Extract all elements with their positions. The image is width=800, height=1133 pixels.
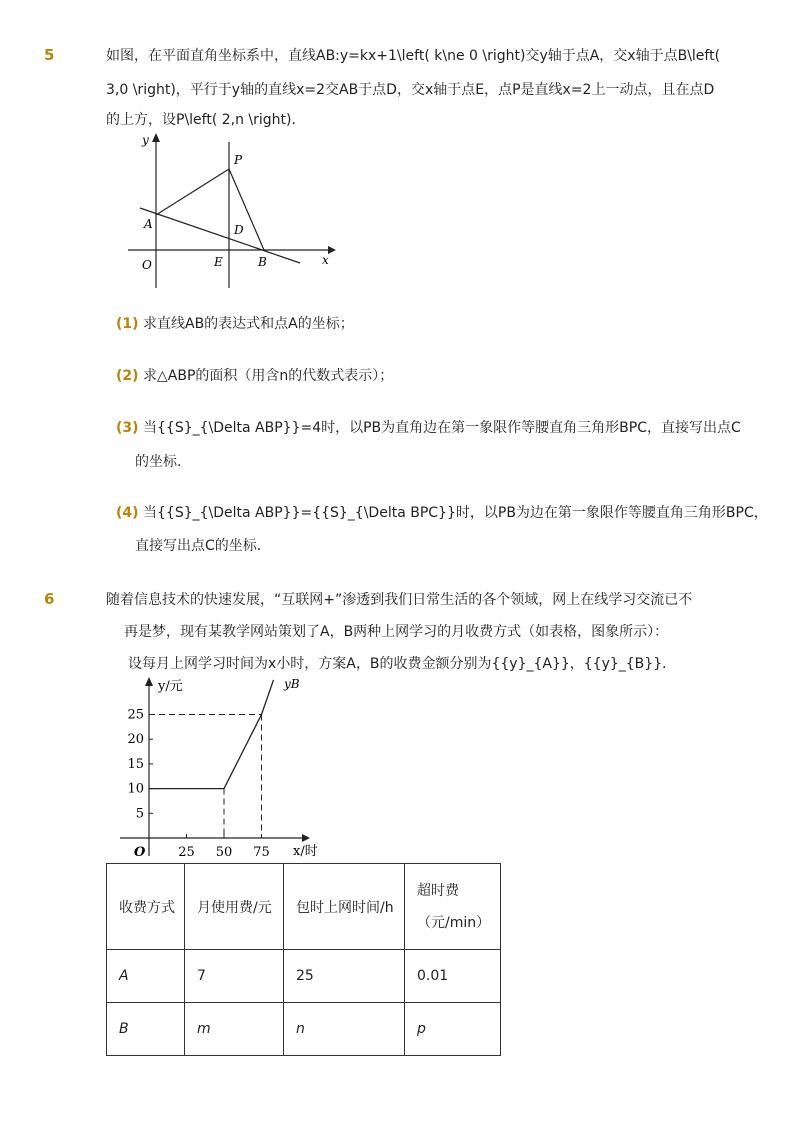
segment-pa [156,169,229,215]
label-x: x [322,253,329,267]
q5-sub-4-cont: 直接写出点C的坐标． [135,538,271,554]
header-overtime-unit: （元/min） [417,914,491,931]
label-d: D [234,223,244,237]
sub-text: 求△ABP的面积（用含n的代数式表示）； [143,368,394,384]
label-e: E [214,255,223,269]
table-cell: 0.01 [405,950,501,1003]
q6-text-line-1: 随着信息技术的快速发展，“互联网+”渗透到我们日常生活的各个领域，网上在线学习交流已不 [106,592,693,608]
label-a: A [144,217,153,231]
sub-text: 求直线AB的表达式和点A的坐标； [143,316,354,332]
x-tick-label: 25 [178,845,195,860]
guide-lines [149,715,262,839]
label-b: B [258,255,267,269]
fee-table [106,863,501,1056]
x-axis-arrow [328,246,336,254]
x-tick-label: 50 [215,845,233,860]
q5-geometry-figure [120,128,340,293]
graph-y-label: y/元 [158,679,183,694]
header-cell: 月使用费/元 [185,864,284,950]
q5-sub-1 [116,314,354,334]
sub-text: 当{{S}_{\Delta ABP}}={{S}_{\Delta BPC}}时，以PB为边在第一象限作等腰直角三角形BPC， [143,505,768,521]
graph-y-arrow [145,677,153,686]
q5-sub-3-cont: 的坐标． [135,454,191,470]
y-tick-label: 10 [127,781,144,797]
table-row [107,950,501,1003]
label-o: O [142,258,152,272]
sub-text: 当{{S}_{\Delta ABP}}=4时，以PB为直角边在第一象限作等腰直角三角形BPC，直接写出点C [143,420,741,436]
table-cell: A [107,950,185,1003]
table-cell: p [405,1003,501,1056]
y-axis-arrow [152,133,160,142]
x-tick-label: 75 [253,845,270,860]
q5-text-line-1: 如图，在平面直角坐标系中，直线AB:y=kx+1\left( k\ne 0 \right)交y轴于点A，交x轴于点B\left( [106,48,721,64]
table-row [107,1003,501,1056]
y-tick-label: 25 [127,707,144,723]
question-number-6: 6 [44,590,55,608]
header-cell: 包时上网时间/h [284,864,405,950]
q5-text-line-3: 的上方，设P\left( 2,n \right)． [106,112,306,128]
question-number-5: 5 [44,46,55,64]
graph-origin: O [134,845,146,860]
table-cell: 7 [185,950,284,1003]
table-cell: 25 [284,950,405,1003]
y-tick-label: 15 [127,756,144,772]
sub-number: (4) [116,505,139,521]
q6-text-line-2: 再是梦，现有某教学网站策划了A，B两种上网学习的月收费方式（如表格，图象所示）： [124,624,669,640]
label-y: y [142,133,149,147]
header-overtime-title: 超时费 [417,882,459,899]
q6-fee-graph [112,672,342,862]
y-tick-label: 20 [127,732,144,748]
sub-number: (1) [116,316,139,332]
q5-sub-2 [116,366,393,386]
label-p: P [234,153,243,167]
sub-number: (3) [116,420,139,436]
graph-x-arrow [302,834,310,842]
table-cell: B [107,1003,185,1056]
graph-x-label: x/时 [293,844,318,859]
q5-sub-4 [116,503,768,523]
y-tick-label: 5 [135,806,144,822]
table-cell: n [284,1003,405,1056]
segment-pb [229,169,264,250]
graph-series-label: yB [284,677,300,691]
table-header-row [107,864,501,950]
q5-sub-3 [116,418,741,438]
table-cell: m [185,1003,284,1056]
series-yb-line [149,680,274,789]
sub-number: (2) [116,368,139,384]
q5-text-line-2: 3,0 \right)，平行于y轴的直线x=2交AB于点D，交x轴于点E，点P是直线x=2上一动点，且在点D [106,82,715,98]
header-cell: 收费方式 [107,864,185,950]
q6-text-line-3: 设每月上网学习时间为x小时，方案A，B的收费金额分别为{{y}_{A}}，{{y}_{B}}． [128,656,677,672]
header-cell-overtime [405,864,501,950]
